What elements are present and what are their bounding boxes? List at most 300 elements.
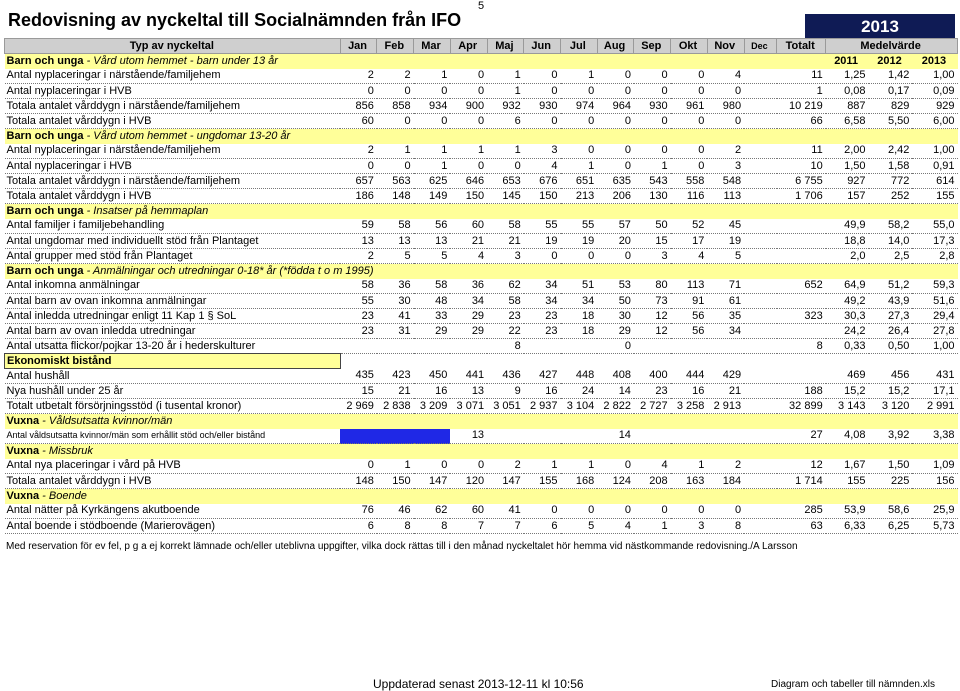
blank-cell [707, 414, 744, 429]
month-value: 22 [487, 324, 524, 339]
month-value: 8 [414, 519, 451, 534]
section-row-barn-under-13 [5, 54, 958, 69]
month-value: 12 [634, 324, 671, 339]
month-value: 4 [634, 459, 671, 474]
blank-cell [377, 204, 414, 219]
month-value: 208 [634, 474, 671, 489]
month-value: 184 [707, 474, 744, 489]
blank-cell [634, 414, 671, 429]
average-value: 1,00 [912, 144, 957, 159]
year-header: 2011 [826, 54, 869, 69]
month-value: 0 [414, 459, 451, 474]
month-value [340, 429, 377, 444]
average-value: 2 991 [912, 399, 957, 414]
blank-cell [450, 264, 487, 279]
month-value: 441 [450, 369, 487, 384]
header-month: Sep [634, 39, 671, 54]
month-value: 73 [634, 294, 671, 309]
blank-cell [826, 489, 869, 504]
average-value: 49,9 [826, 219, 869, 234]
section-heading: Ekonomiskt bistånd [7, 354, 112, 367]
month-value: 23 [524, 309, 561, 324]
table-row [5, 219, 958, 234]
blank-cell [912, 204, 957, 219]
month-value: 21 [377, 384, 414, 399]
month-value: 0 [671, 114, 708, 129]
blank-cell [414, 444, 451, 459]
blank-cell [671, 129, 708, 144]
blank-cell [597, 444, 634, 459]
month-value: 36 [377, 279, 414, 294]
row-label: Antal boende i stödboende (Marierovägen) [5, 519, 341, 534]
month-value: 0 [450, 84, 487, 99]
average-value: 58,2 [869, 219, 913, 234]
blank-cell [561, 414, 598, 429]
row-label: Antal inledda utredningar enligt 11 Kap 1 § SoL [5, 309, 341, 324]
month-value [744, 144, 777, 159]
average-value: 5,50 [869, 114, 913, 129]
month-value: 124 [597, 474, 634, 489]
row-label: Antal nya placeringar i vård på HVB [5, 459, 341, 474]
section-title [5, 414, 341, 429]
total-value: 652 [777, 279, 826, 294]
month-value [744, 504, 777, 519]
month-value: 0 [597, 339, 634, 354]
average-value: 5,73 [912, 519, 957, 534]
blank-cell [377, 414, 414, 429]
average-value: 0,17 [869, 84, 913, 99]
section-heading: Barn och unga [6, 264, 84, 277]
row-label: Totala antalet vårddygn i HVB [5, 474, 341, 489]
month-value: 5 [377, 249, 414, 264]
month-value: 59 [340, 219, 377, 234]
blank-cell [524, 129, 561, 144]
average-value: 6,33 [826, 519, 869, 534]
month-value: 8 [707, 519, 744, 534]
blank-cell [777, 444, 826, 459]
table-row [5, 144, 958, 159]
average-value: 59,3 [912, 279, 957, 294]
blank-cell [377, 264, 414, 279]
blank-cell [744, 354, 777, 369]
total-value: 1 714 [777, 474, 826, 489]
blank-cell [450, 489, 487, 504]
blank-cell [912, 444, 957, 459]
table-row [5, 429, 958, 444]
month-value [671, 339, 708, 354]
blank-cell [869, 444, 913, 459]
average-value: 1,25 [826, 69, 869, 84]
month-value: 16 [671, 384, 708, 399]
average-value: 829 [869, 99, 913, 114]
month-value: 50 [634, 219, 671, 234]
month-value: 2 969 [340, 399, 377, 414]
blank-cell [597, 264, 634, 279]
blank-cell [414, 414, 451, 429]
row-label: Antal familjer i familjebehandling [5, 219, 341, 234]
average-value: 1,50 [826, 159, 869, 174]
average-value: 3 143 [826, 399, 869, 414]
blank-cell [777, 204, 826, 219]
last-updated: Uppdaterad senast 2013-12-11 kl 10:56 [373, 677, 584, 691]
table-row [5, 69, 958, 84]
blank-cell [524, 264, 561, 279]
average-value: 3,92 [869, 429, 913, 444]
month-value: 2 [340, 144, 377, 159]
average-value: 25,9 [912, 504, 957, 519]
month-value: 0 [597, 459, 634, 474]
month-value: 0 [707, 84, 744, 99]
blank-cell [912, 129, 957, 144]
section-title [5, 204, 341, 219]
blank-cell [524, 414, 561, 429]
month-value: 930 [634, 99, 671, 114]
month-value: 1 [561, 159, 598, 174]
blank-cell [561, 354, 598, 369]
blank-cell [869, 129, 913, 144]
month-value: 29 [597, 324, 634, 339]
month-value: 29 [414, 324, 451, 339]
blank-cell [744, 264, 777, 279]
month-value: 0 [634, 114, 671, 129]
blank-cell [377, 489, 414, 504]
average-value: 929 [912, 99, 957, 114]
month-value: 450 [414, 369, 451, 384]
blank-cell [597, 54, 634, 69]
month-value [744, 519, 777, 534]
month-value: 58 [377, 219, 414, 234]
blank-cell [340, 354, 377, 369]
average-value: 17,1 [912, 384, 957, 399]
blank-cell [912, 264, 957, 279]
month-value: 56 [671, 309, 708, 324]
month-value [744, 384, 777, 399]
month-value: 0 [671, 504, 708, 519]
month-value: 23 [340, 324, 377, 339]
month-value: 56 [414, 219, 451, 234]
blank-cell [340, 54, 377, 69]
month-value: 0 [524, 114, 561, 129]
row-label: Antal inkomna anmälningar [5, 279, 341, 294]
blank-cell [634, 204, 671, 219]
section-heading: Vuxna [6, 444, 40, 457]
month-value: 6 [524, 519, 561, 534]
average-value: 252 [869, 189, 913, 204]
blank-cell [450, 444, 487, 459]
blank-cell [707, 444, 744, 459]
average-value: 3 120 [869, 399, 913, 414]
month-value: 55 [524, 219, 561, 234]
month-value: 0 [377, 159, 414, 174]
blank-cell [487, 129, 524, 144]
month-value: 21 [487, 234, 524, 249]
blank-cell [450, 354, 487, 369]
month-value: 3 258 [671, 399, 708, 414]
average-value: 772 [869, 174, 913, 189]
blank-cell [826, 204, 869, 219]
month-value: 15 [634, 234, 671, 249]
month-value: 635 [597, 174, 634, 189]
table-row [5, 504, 958, 519]
total-value: 188 [777, 384, 826, 399]
month-value: 61 [707, 294, 744, 309]
month-value: 21 [450, 234, 487, 249]
month-value [744, 474, 777, 489]
average-value: 2,8 [912, 249, 957, 264]
total-value: 10 [777, 159, 826, 174]
blank-cell [340, 489, 377, 504]
month-value [377, 339, 414, 354]
month-value: 408 [597, 369, 634, 384]
blank-cell [561, 264, 598, 279]
month-value: 30 [597, 309, 634, 324]
month-value: 0 [340, 159, 377, 174]
month-value: 13 [450, 429, 487, 444]
month-value: 3 071 [450, 399, 487, 414]
month-value [487, 429, 524, 444]
month-value: 0 [597, 249, 634, 264]
footer-filename: Diagram och tabeller till nämnden.xls [771, 679, 935, 690]
disclaimer-note: Med reservation för ev fel, p g a ej korrekt lämnade och/eller uteblivna uppgifter, vilka dock rättas till i den månad nyckeltalet hör hemma vid nästkommande redovisning./A Larsson [6, 541, 798, 552]
total-value: 11 [777, 69, 826, 84]
average-value: 614 [912, 174, 957, 189]
month-value: 3 [671, 519, 708, 534]
month-value: 980 [707, 99, 744, 114]
blank-cell [671, 54, 708, 69]
blank-cell [597, 129, 634, 144]
month-value: 3 [524, 144, 561, 159]
average-value: 15,2 [826, 384, 869, 399]
row-label: Antal grupper med stöd från Plantaget [5, 249, 341, 264]
blank-cell [524, 444, 561, 459]
month-value: 429 [707, 369, 744, 384]
month-value: 4 [671, 249, 708, 264]
month-value: 3 [634, 249, 671, 264]
total-value: 285 [777, 504, 826, 519]
year-badge: 2013 [805, 14, 955, 38]
month-value: 653 [487, 174, 524, 189]
month-value: 15 [340, 384, 377, 399]
month-value [744, 249, 777, 264]
month-value: 34 [450, 294, 487, 309]
blank-cell [869, 264, 913, 279]
average-value: 17,3 [912, 234, 957, 249]
month-value: 423 [377, 369, 414, 384]
average-value: 0,91 [912, 159, 957, 174]
table-row [5, 114, 958, 129]
month-value: 20 [597, 234, 634, 249]
month-value: 3 051 [487, 399, 524, 414]
table-row [5, 249, 958, 264]
month-value: 56 [671, 324, 708, 339]
table-row [5, 174, 958, 189]
blank-cell [634, 444, 671, 459]
total-value: 27 [777, 429, 826, 444]
month-value [414, 429, 451, 444]
month-value: 2 [487, 459, 524, 474]
blank-cell [777, 54, 826, 69]
month-value [744, 99, 777, 114]
section-heading: Barn och unga [6, 54, 84, 67]
month-value [744, 294, 777, 309]
month-value: 62 [487, 279, 524, 294]
blank-cell [561, 54, 598, 69]
month-value: 48 [414, 294, 451, 309]
average-value: 1,58 [869, 159, 913, 174]
month-value: 0 [524, 69, 561, 84]
average-value: 1,09 [912, 459, 957, 474]
total-value [777, 219, 826, 234]
header-total: Totalt [777, 39, 826, 54]
blank-cell [561, 444, 598, 459]
section-row-anmalningar [5, 264, 958, 279]
header-month: Dec [744, 39, 777, 54]
month-value: 53 [597, 279, 634, 294]
month-value: 558 [671, 174, 708, 189]
month-value: 19 [707, 234, 744, 249]
blank-cell [597, 489, 634, 504]
month-value: 858 [377, 99, 414, 114]
month-value: 12 [634, 309, 671, 324]
month-value: 563 [377, 174, 414, 189]
section-title [5, 54, 341, 69]
average-value: 2,00 [826, 144, 869, 159]
month-value [744, 429, 777, 444]
month-value: 18 [561, 324, 598, 339]
month-value [707, 429, 744, 444]
section-subtitle: - Våldsutsatta kvinnor/män [42, 414, 173, 427]
blank-cell [707, 204, 744, 219]
blank-cell [671, 204, 708, 219]
blank-cell [561, 489, 598, 504]
average-value: 51,2 [869, 279, 913, 294]
month-value: 930 [524, 99, 561, 114]
month-value: 155 [524, 474, 561, 489]
month-value: 1 [487, 144, 524, 159]
table-row [5, 459, 958, 474]
month-value: 60 [450, 219, 487, 234]
average-value: 157 [826, 189, 869, 204]
month-value [414, 339, 451, 354]
blank-cell [777, 264, 826, 279]
section-title [5, 354, 341, 369]
blank-cell [597, 204, 634, 219]
blank-cell [707, 129, 744, 144]
month-value: 8 [377, 519, 414, 534]
blank-cell [671, 264, 708, 279]
blank-cell [634, 354, 671, 369]
month-value: 0 [561, 249, 598, 264]
blank-cell [869, 354, 913, 369]
blank-cell [561, 204, 598, 219]
month-value: 16 [414, 384, 451, 399]
month-value: 856 [340, 99, 377, 114]
total-value: 323 [777, 309, 826, 324]
blank-cell [707, 489, 744, 504]
month-value: 0 [450, 114, 487, 129]
blank-cell [869, 204, 913, 219]
month-value: 30 [377, 294, 414, 309]
month-value: 1 [487, 69, 524, 84]
total-value: 12 [777, 459, 826, 474]
month-value: 657 [340, 174, 377, 189]
month-value: 0 [561, 84, 598, 99]
average-value: 24,2 [826, 324, 869, 339]
month-value: 448 [561, 369, 598, 384]
month-value: 58 [414, 279, 451, 294]
blank-cell [744, 444, 777, 459]
month-value: 0 [707, 114, 744, 129]
month-value: 19 [561, 234, 598, 249]
average-value: 2,0 [826, 249, 869, 264]
blank-cell [487, 444, 524, 459]
row-label: Nya hushåll under 25 år [5, 384, 341, 399]
table-row [5, 159, 958, 174]
header-average: Medelvärde [826, 39, 958, 54]
month-value: 51 [561, 279, 598, 294]
month-value: 4 [450, 249, 487, 264]
month-value: 120 [450, 474, 487, 489]
blank-cell [414, 129, 451, 144]
row-label: Antal nätter på Kyrkängens akutboende [5, 504, 341, 519]
month-value: 676 [524, 174, 561, 189]
month-value: 932 [487, 99, 524, 114]
average-value: 431 [912, 369, 957, 384]
month-value: 0 [707, 504, 744, 519]
month-value: 1 [377, 144, 414, 159]
month-value: 145 [487, 189, 524, 204]
row-label: Antal nyplaceringar i närstående/familjehem [5, 69, 341, 84]
month-value: 8 [487, 339, 524, 354]
blank-cell [524, 354, 561, 369]
month-value: 3 209 [414, 399, 451, 414]
blank-cell [414, 489, 451, 504]
blank-cell [707, 54, 744, 69]
month-value: 23 [340, 309, 377, 324]
month-value: 1 [414, 159, 451, 174]
month-value: 1 [561, 69, 598, 84]
month-value: 23 [524, 324, 561, 339]
header-month: Nov [707, 39, 744, 54]
month-value: 0 [671, 144, 708, 159]
blank-cell [487, 489, 524, 504]
row-label: Antal barn av ovan inledda utredningar [5, 324, 341, 339]
average-value: 14,0 [869, 234, 913, 249]
month-value: 1 [450, 144, 487, 159]
month-value: 55 [561, 219, 598, 234]
month-value: 213 [561, 189, 598, 204]
row-label: Antal barn av ovan inkomna anmälningar [5, 294, 341, 309]
average-value: 49,2 [826, 294, 869, 309]
page-title: Redovisning av nyckeltal till Socialnämnden från IFO [8, 10, 462, 30]
month-value: 0 [450, 459, 487, 474]
month-value: 961 [671, 99, 708, 114]
header-month: Mar [414, 39, 451, 54]
month-value [744, 309, 777, 324]
blank-cell [634, 54, 671, 69]
month-value: 0 [561, 114, 598, 129]
average-value: 1,00 [912, 339, 957, 354]
month-value [377, 429, 414, 444]
month-value: 58 [340, 279, 377, 294]
total-value: 32 899 [777, 399, 826, 414]
blank-cell [340, 444, 377, 459]
month-value: 148 [340, 474, 377, 489]
row-label: Antal utsatta flickor/pojkar 13-20 år i hederskulturer [5, 339, 341, 354]
average-value: 0,50 [869, 339, 913, 354]
month-value: 646 [450, 174, 487, 189]
blank-cell [744, 414, 777, 429]
